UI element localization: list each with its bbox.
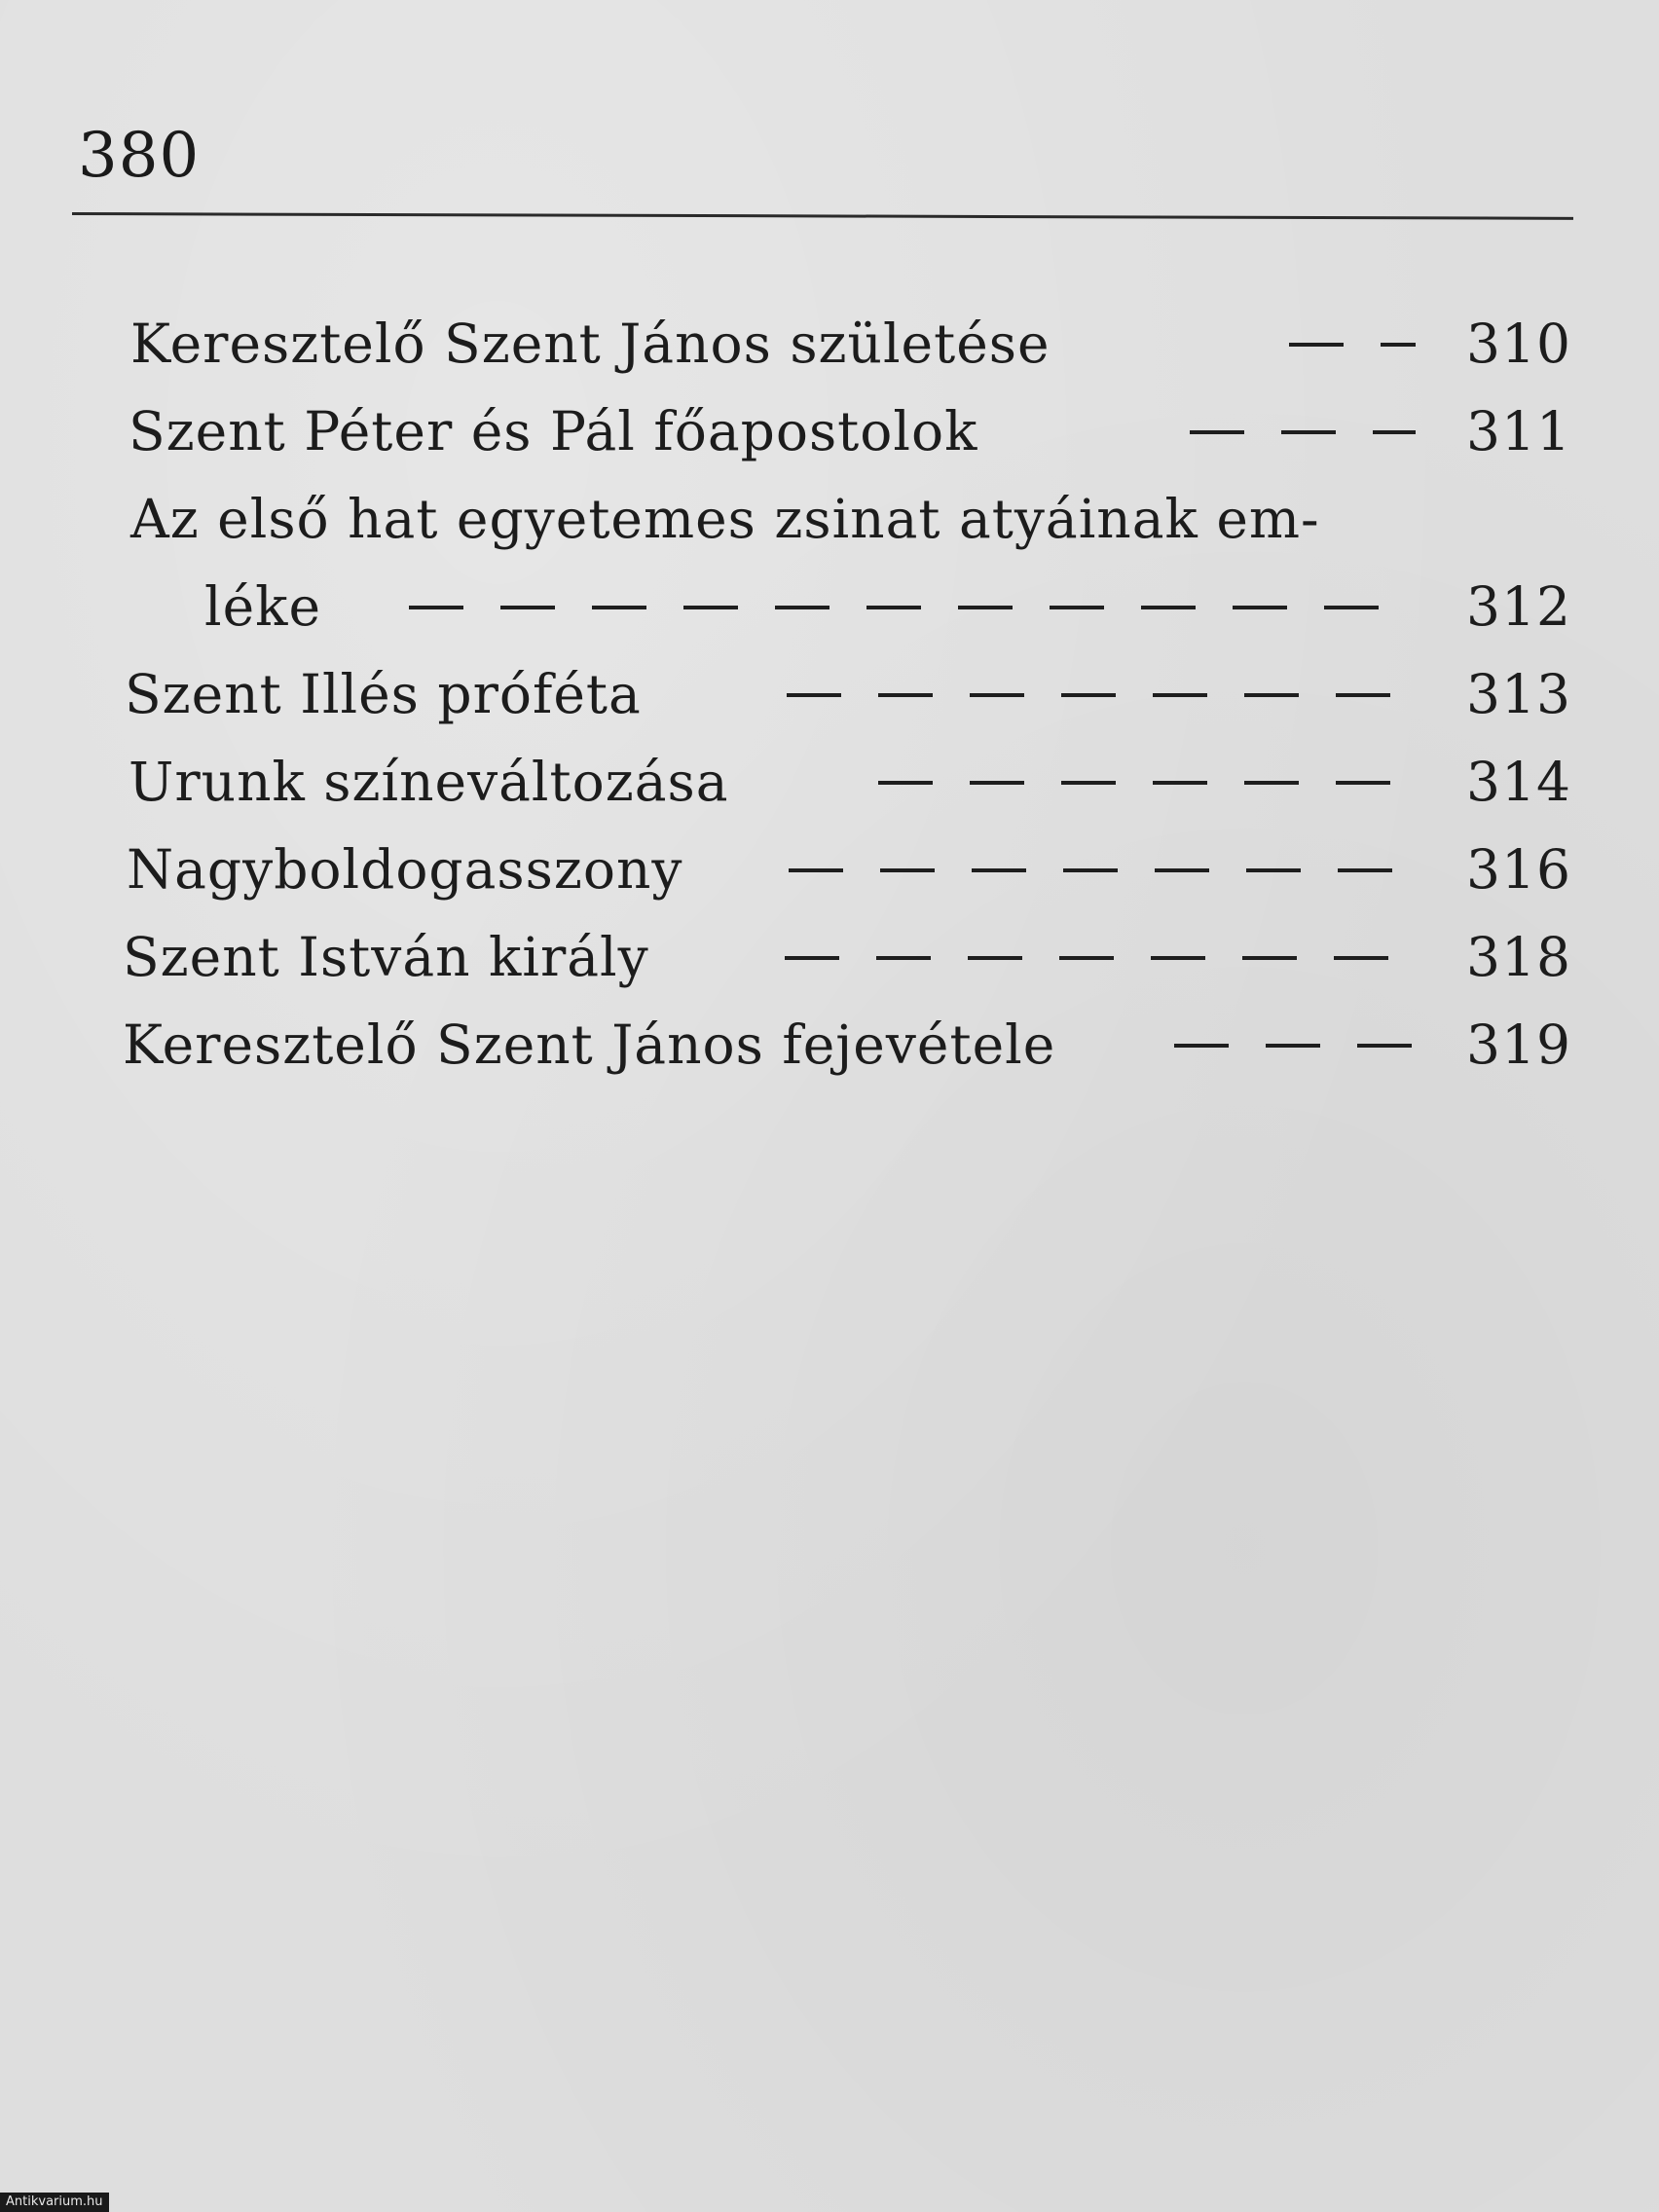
toc-entry-title: Szent István király: [123, 925, 649, 988]
toc-entry-page: 310: [1466, 312, 1571, 375]
toc-entry-title: Az első hat egyetemes zsinat atyáinak em-: [130, 487, 1320, 550]
toc-entry: [129, 397, 1571, 465]
toc-entry-page: 316: [1466, 837, 1571, 901]
toc-entry: [204, 572, 1571, 641]
toc-leader: [785, 956, 1416, 960]
toc-entry-title-continued: léke: [204, 574, 322, 638]
page-number: 380: [78, 120, 201, 192]
toc-leader: [1174, 1044, 1416, 1048]
toc-entry: [127, 835, 1571, 903]
toc-entry-title: Nagyboldogasszony: [127, 837, 683, 901]
toc-leader: [1289, 343, 1416, 347]
toc-leader: [1190, 430, 1416, 434]
toc-entry-title: Szent Péter és Pál főapostolok: [129, 399, 978, 462]
toc-entry: [129, 748, 1571, 816]
toc-leader: [787, 693, 1416, 697]
toc-entry-title: Keresztelő Szent János fejevétele: [123, 1013, 1056, 1076]
toc-entry-page: 318: [1466, 925, 1571, 988]
toc-leader: [409, 606, 1416, 609]
toc-entry-page: 311: [1466, 399, 1571, 462]
toc-entry: [123, 1011, 1571, 1079]
toc-entry-page: 319: [1466, 1013, 1571, 1076]
toc-leader: [878, 781, 1416, 785]
toc-entry: [130, 485, 1571, 553]
toc-entry-title: Szent Illés próféta: [125, 662, 642, 725]
toc-entry: [125, 660, 1571, 728]
toc-entry-title: Keresztelő Szent János születése: [130, 312, 1051, 375]
toc-entry: [130, 310, 1571, 378]
toc-entry: [123, 923, 1571, 991]
watermark: Antikvarium.hu: [0, 2193, 109, 2212]
toc-leader: [789, 868, 1416, 872]
toc-entry-page: 314: [1466, 750, 1571, 813]
toc-entry-title: Urunk színeváltozása: [129, 750, 729, 813]
toc-entry-page: 312: [1466, 574, 1571, 638]
toc-entry-page: 313: [1466, 662, 1571, 725]
